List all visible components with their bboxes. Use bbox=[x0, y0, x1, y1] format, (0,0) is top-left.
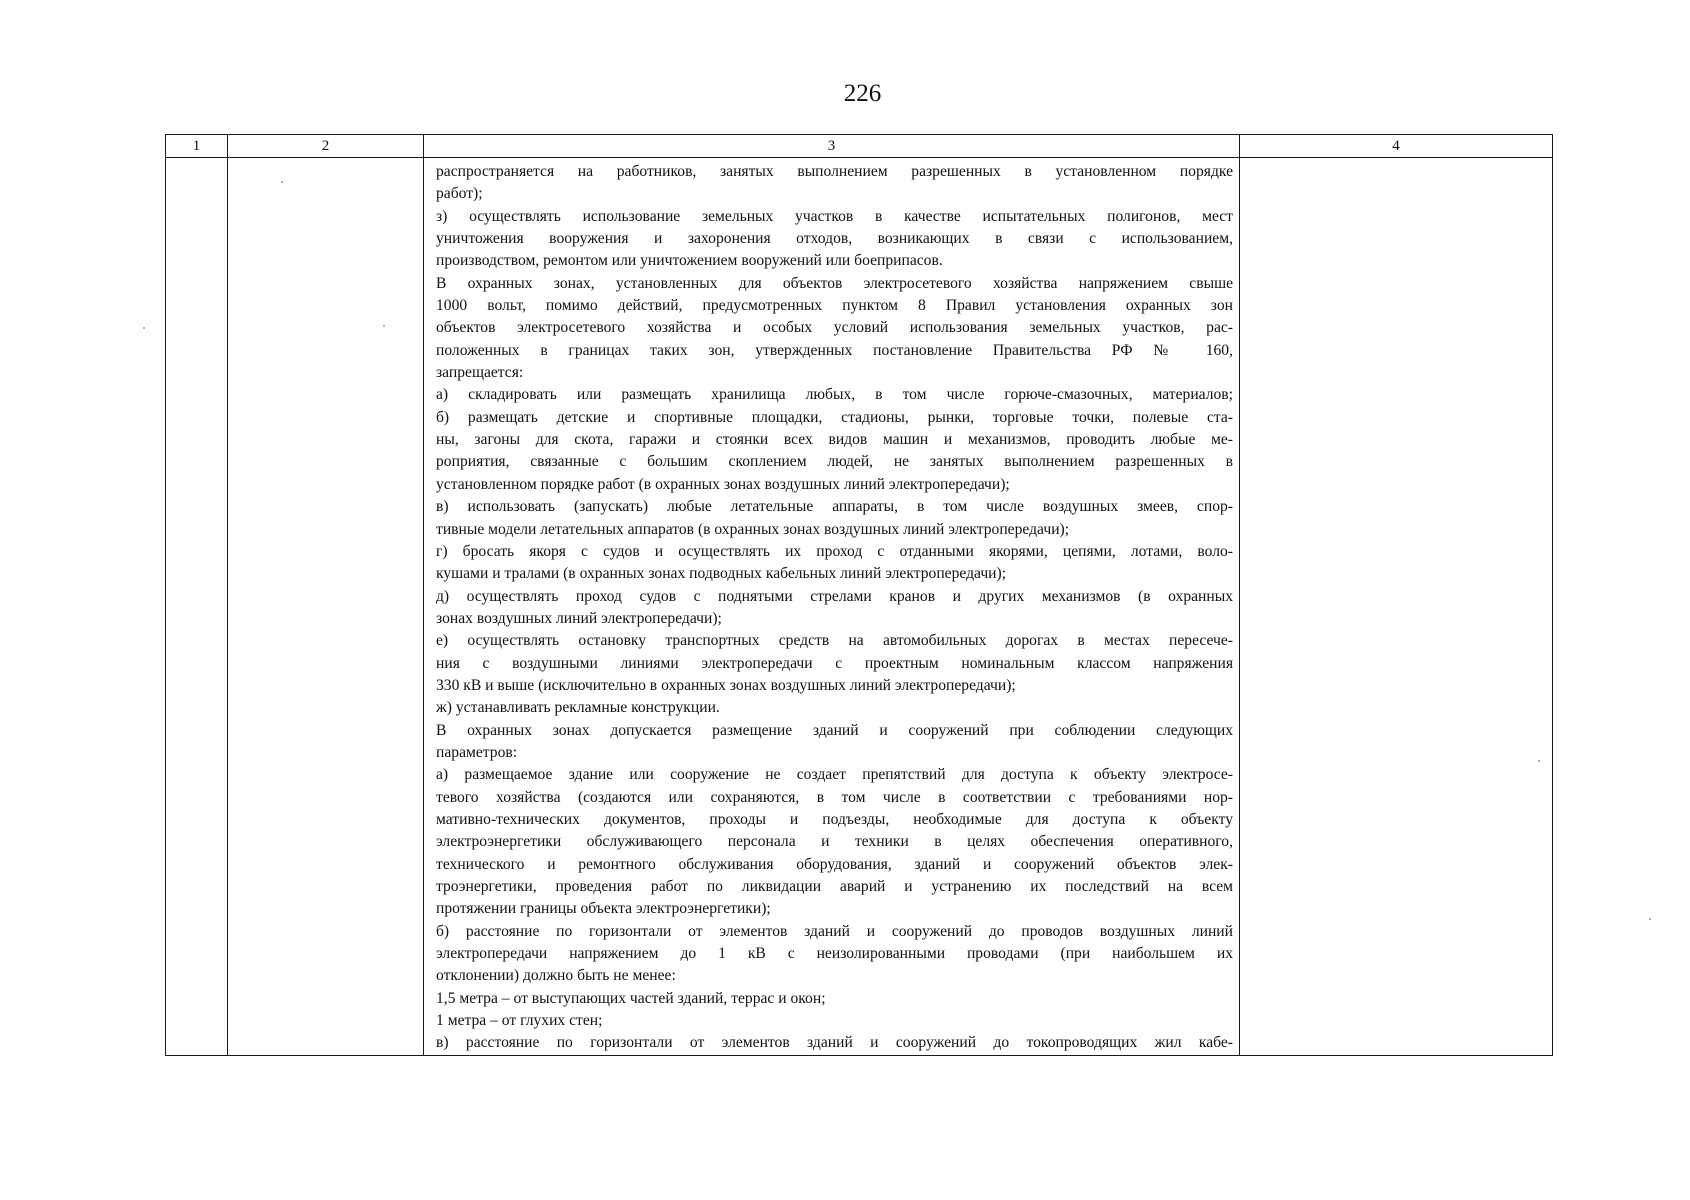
text-line: в) расстояние по горизонтали от элементов зданий и сооружений до токопроводящих жил кабе- bbox=[436, 1034, 1233, 1052]
text-line: протяжении границы объекта электроэнергетики); bbox=[436, 900, 771, 918]
cell-column-3-text bbox=[424, 158, 1240, 1056]
text-line: В охранных зонах, установленных для объектов электросетевого хозяйства напряжением свыше bbox=[436, 274, 1233, 292]
text-line: объектов электросетевого хозяйства и особых условий использования земельных участков, рас- bbox=[436, 319, 1233, 337]
text-line: положенных в границах таких зон, утвержденных постановление Правительства РФ № 160, bbox=[436, 341, 1233, 359]
scan-speck bbox=[1538, 760, 1540, 762]
text-line: тевого хозяйства (создаются или сохраняются, в том числе в соответствии с требованиями нор- bbox=[436, 788, 1233, 806]
column-number-1: 1 bbox=[166, 135, 228, 158]
text-line: б) размещать детские и спортивные площадки, стадионы, рынки, торговые точки, полевые ста- bbox=[436, 408, 1233, 426]
text-line: запрещается: bbox=[436, 364, 524, 382]
text-line: установленном порядке работ (в охранных зонах воздушных линий электропередачи); bbox=[436, 475, 1010, 493]
text-line: б) расстояние по горизонтали от элементов зданий и сооружений до проводов воздушных линий bbox=[436, 922, 1233, 940]
text-line: параметров: bbox=[436, 743, 518, 761]
text-line: распространяется на работников, занятых выполнением разрешенных в установленном порядке bbox=[436, 163, 1233, 180]
column-number-4: 4 bbox=[1240, 135, 1553, 158]
text-line: в) использовать (запускать) любые летательные аппараты, в том числе воздушных змеев, спор- bbox=[436, 498, 1233, 516]
text-line: тивные модели летательных аппаратов (в охранных зонах воздушных линий электропередачи); bbox=[436, 520, 1070, 538]
text-line: 1,5 метра – от выступающих частей зданий, террас и окон; bbox=[436, 989, 826, 1007]
text-line: производством, ремонтом или уничтожением вооружений или боеприпасов. bbox=[436, 252, 943, 270]
text-line: троэнергетики, проведения работ по ликвидации аварий и устранению их последствий на всем bbox=[436, 878, 1233, 895]
text-line: кушами и тралами (в охранных зонах подводных кабельных линий электропередачи); bbox=[436, 565, 1007, 583]
text-line: работ); bbox=[436, 185, 483, 203]
scan-speck bbox=[143, 327, 145, 329]
text-line: 330 кВ и выше (исключительно в охранных зонах воздушных линий электропередачи); bbox=[436, 676, 1016, 694]
text-line: 1000 вольт, помимо действий, предусмотренных пунктом 8 Правил установления охранных зон bbox=[436, 297, 1233, 315]
text-line: ны, загоны для скота, гаражи и стоянки всех видов машин и механизмов, проводить любые ме- bbox=[436, 431, 1233, 449]
scan-speck bbox=[383, 325, 385, 327]
text-line: ж) устанавливать рекламные конструкции. bbox=[436, 699, 720, 717]
text-line: В охранных зонах допускается размещение зданий и сооружений при соблюдении следующих bbox=[436, 721, 1233, 739]
column-number-3: 3 bbox=[424, 135, 1240, 158]
text-line: а) складировать или размещать хранилища любых, в том числе горюче-смазочных, материалов; bbox=[436, 386, 1233, 404]
table-row bbox=[166, 158, 1553, 1056]
text-line: а) размещаемое здание или сооружение не создает препятствий для доступа к объекту электросе- bbox=[436, 766, 1233, 784]
regulation-text-block bbox=[424, 158, 1239, 1055]
cell-column-2 bbox=[228, 158, 424, 1056]
text-line: уничтожения вооружения и захоронения отходов, возникающих в связи с использованием, bbox=[436, 230, 1233, 248]
text-line: зонах воздушных линий электропередачи); bbox=[436, 609, 722, 627]
scan-speck bbox=[281, 181, 283, 183]
page-number: 226 bbox=[843, 80, 882, 107]
text-line: отклонении) должно быть не менее: bbox=[436, 967, 676, 985]
text-line: 1 метра – от глухих стен; bbox=[436, 1012, 603, 1030]
text-line: д) осуществлять проход судов с поднятыми стрелами кранов и других механизмов (в охранных bbox=[436, 587, 1233, 605]
scan-speck bbox=[1649, 918, 1651, 920]
text-line: роприятия, связанные с большим скоплением людей, не занятых выполнением разрешенных в bbox=[436, 453, 1233, 471]
text-line: г) бросать якоря с судов и осуществлять их проход с отданными якорями, цепями, лотами, воло- bbox=[436, 542, 1233, 560]
column-number-row bbox=[166, 135, 1553, 158]
text-line: технического и ремонтного обслуживания оборудования, зданий и сооружений объектов элек- bbox=[436, 855, 1233, 873]
text-line: электроэнергетики обслуживающего персонала и техники в целях обеспечения оперативного, bbox=[436, 833, 1233, 851]
text-line: мативно-технических документов, проходы и подъезды, необходимые для доступа к объекту bbox=[436, 810, 1233, 828]
text-line: электропередачи напряжением до 1 кВ с неизолированными проводами (при наибольшем их bbox=[436, 945, 1233, 963]
column-number-2: 2 bbox=[228, 135, 424, 158]
text-line: ния с воздушными линиями электропередачи с проектным номинальным классом напряжения bbox=[436, 654, 1233, 672]
cell-column-4 bbox=[1240, 158, 1553, 1056]
cell-column-1 bbox=[166, 158, 228, 1056]
text-line: е) осуществлять остановку транспортных средств на автомобильных дорогах в местах пересече- bbox=[436, 632, 1233, 650]
document-table bbox=[165, 134, 1553, 1056]
text-line: з) осуществлять использование земельных участков в качестве испытательных полигонов, мест bbox=[436, 207, 1233, 225]
